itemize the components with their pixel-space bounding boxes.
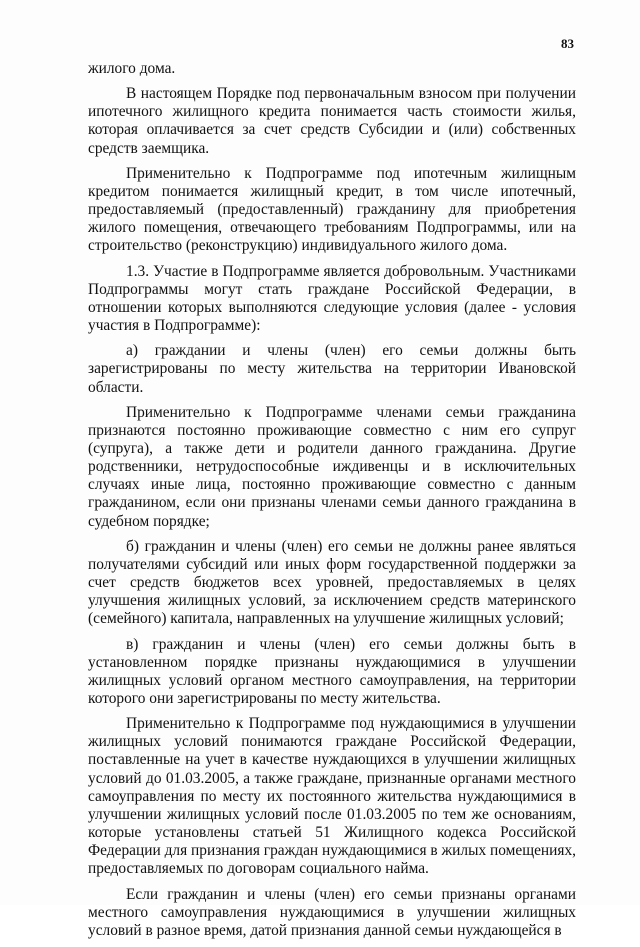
- paragraph-mortgage-definition: Применительно к Подпрограмме под ипотечным жилищным кредитом понимается жилищный кредит, в том числе ипотечный, предоставляемый (предоставленный) гражданину для приобретения жилого помещения, отвечающего требованиям Подпрограммы, или на строительство (реконструкцию) индивидуального жилого дома.: [88, 164, 576, 255]
- page-number: 83: [561, 36, 574, 51]
- paragraph-condition-a: а) граждании и члены (член) его семьи должны быть зарегистрированы по месту жительства на территории Ивановской области.: [88, 342, 576, 396]
- document-body: [88, 60, 576, 947]
- paragraph-down-payment-definition: В настоящем Порядке под первоначальным взносом при получении ипотечного жилищного кредита понимается часть стоимости жилья, которая оплачивается за счет средств Субсидии и (или) собственных средств заемщика.: [88, 85, 576, 157]
- paragraph-family-members-definition: Применительно к Подпрограмме членами семьи гражданина признаются постоянно проживающие совместно с ним его супруг (супруга), а также дети и родители данного гражданина. Другие родственники, нетрудоспособные иждивенцы и в исключительных случаях иные лица, постоянно проживающие совместно с данным гражданином, если они признаны членами семьи данного гражданина в судебном порядке;: [88, 403, 576, 530]
- paragraph-condition-b: б) гражданин и члены (член) его семьи не должны ранее являться получателями субсидий или иных форм государственной поддержки за счет средств бюджетов всех уровней, предоставляемых в целях улучшения жилищных условий, за исключением средств материнского (семейного) капитала, направленных на улучшение жилищных условий;: [88, 537, 576, 628]
- paragraph-continuation: жилого дома.: [88, 60, 176, 77]
- paragraph-needy-definition: Применительно к Подпрограмме под нуждающимися в улучшении жилищных условий понимаются граждане Российской Федерации, поставленные на учет в качестве нуждающихся в улучшении жилищных условий до 01.03.2005, а также граждане, признанные органами местного самоуправления по месту их постоянного жительства нуждающимися в улучшении жилищных условий после 01.03.2005 по тем же основаниям, которые установлены статьей 51 Жилищного кодекса Российской Федерации для признания граждан нуждающимися в жилых помещениях, предоставляемых по договорам социального найма.: [88, 715, 576, 878]
- paragraph-section-1-3: 1.3. Участие в Подпрограмме является добровольным. Участниками Подпрограммы могут стать граждане Российской Федерации, в отношении которых выполняются следующие условия (далее - условия участия в Подпрограмме):: [88, 262, 576, 335]
- paragraph-recognition-date: Если гражданин и члены (член) его семьи признаны органами местного самоуправления нуждающимися в улучшении жилищных условий в разное время, датой признания данной семьи нуждающейся в: [88, 885, 576, 939]
- paragraph-condition-c: в) гражданин и члены (член) его семьи должны быть в установленном порядке признаны нуждающимися в улучшении жилищных условий органом местного самоуправления, на территории которого они зарегистрированы по месту жительства.: [88, 635, 576, 707]
